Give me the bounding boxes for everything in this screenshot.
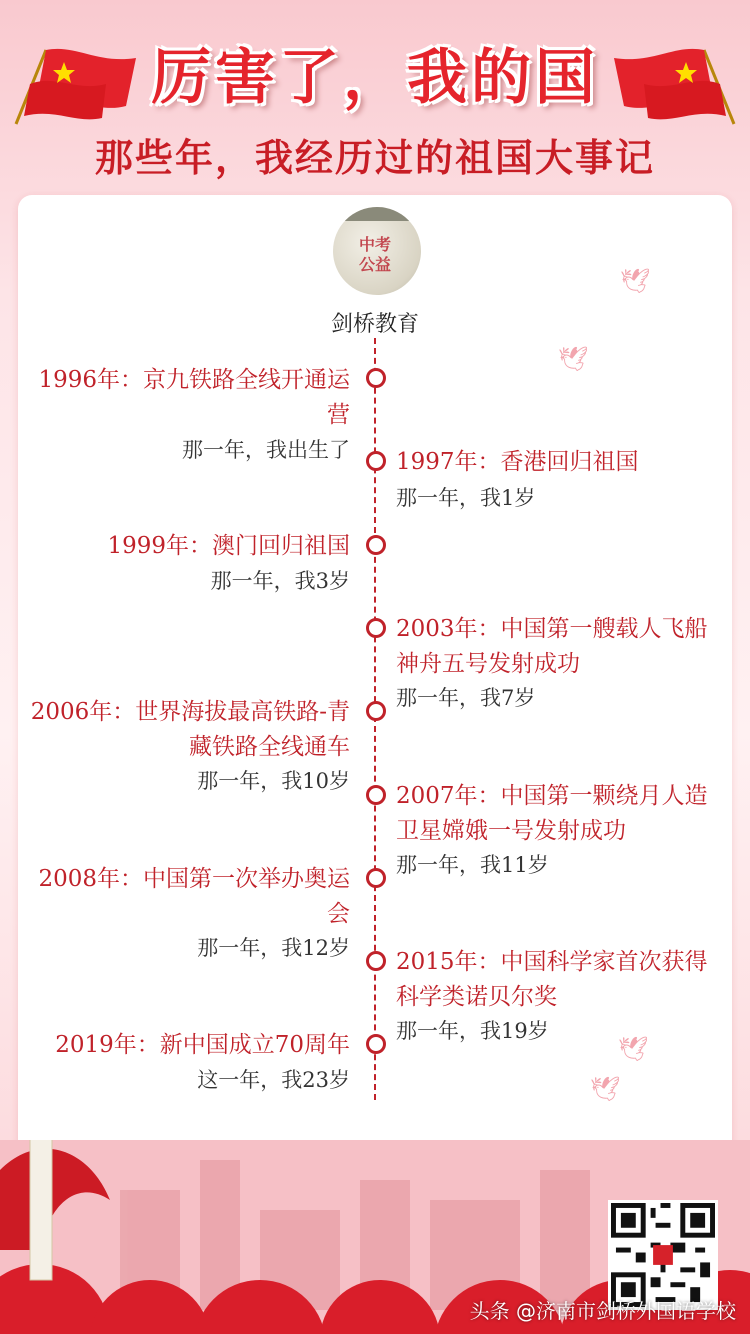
timeline-node bbox=[366, 785, 386, 805]
timeline-card bbox=[18, 195, 732, 1163]
qr-code[interactable] bbox=[608, 1200, 718, 1310]
timeline-age: 这一年，我23岁 bbox=[197, 1068, 350, 1092]
timeline-node bbox=[366, 701, 386, 721]
timeline-event: 2008年：中国第一次举办奥运会 bbox=[38, 866, 350, 927]
timeline-age: 那一年，我3岁 bbox=[210, 569, 350, 593]
page-subtitle: 那些年，我经历过的祖国大事记 bbox=[94, 136, 655, 180]
dove-icon: 🕊 bbox=[618, 1035, 649, 1063]
timeline-event: 2006年：世界海拔最高铁路-青藏铁路全线通车 bbox=[30, 699, 350, 760]
timeline-event: 2003年：中国第一艘载人飞船神舟五号发射成功 bbox=[396, 616, 708, 677]
dove-icon: 🕊 bbox=[620, 267, 651, 295]
timeline-age: 那一年，我7岁 bbox=[396, 686, 536, 710]
timeline-node bbox=[366, 951, 386, 971]
dove-icon: 🕊 bbox=[558, 345, 589, 373]
page-title: 厉害了，我的国 bbox=[151, 43, 599, 113]
timeline-event: 1999年：澳门回归祖国 bbox=[107, 533, 350, 559]
timeline-event: 1997年：香港回归祖国 bbox=[396, 449, 639, 475]
timeline-node bbox=[366, 535, 386, 555]
timeline-age: 那一年，我11岁 bbox=[396, 853, 549, 877]
timeline-event: 2015年：中国科学家首次获得科学类诺贝尔奖 bbox=[396, 949, 708, 1010]
timeline-node bbox=[366, 451, 386, 471]
timeline-node bbox=[366, 1034, 386, 1054]
avatar[interactable] bbox=[333, 207, 421, 295]
timeline-node bbox=[366, 368, 386, 388]
timeline-age: 那一年，我1岁 bbox=[396, 486, 536, 510]
qr-code-icon bbox=[611, 1203, 715, 1307]
timeline-age: 那一年，我12岁 bbox=[197, 936, 350, 960]
timeline-node bbox=[366, 618, 386, 638]
account-name[interactable]: 剑桥教育 bbox=[330, 312, 419, 337]
timeline-age: 那一年，我10岁 bbox=[197, 769, 350, 793]
avatar-text: 中考 公益 bbox=[359, 235, 392, 274]
timeline-event: 2019年：新中国成立70周年 bbox=[55, 1032, 350, 1058]
dove-icon: 🕊 bbox=[590, 1075, 621, 1103]
timeline-event: 2007年：中国第一颗绕月人造卫星嫦娥一号发射成功 bbox=[396, 783, 708, 844]
timeline-event: 1996年：京九铁路全线开通运营 bbox=[38, 367, 350, 428]
watermark: 头条 @济南市剑桥外国语学校 bbox=[469, 1299, 736, 1323]
timeline-age: 那一年，我出生了 bbox=[182, 438, 350, 462]
timeline-age: 那一年，我19岁 bbox=[396, 1019, 549, 1043]
timeline-node bbox=[366, 868, 386, 888]
